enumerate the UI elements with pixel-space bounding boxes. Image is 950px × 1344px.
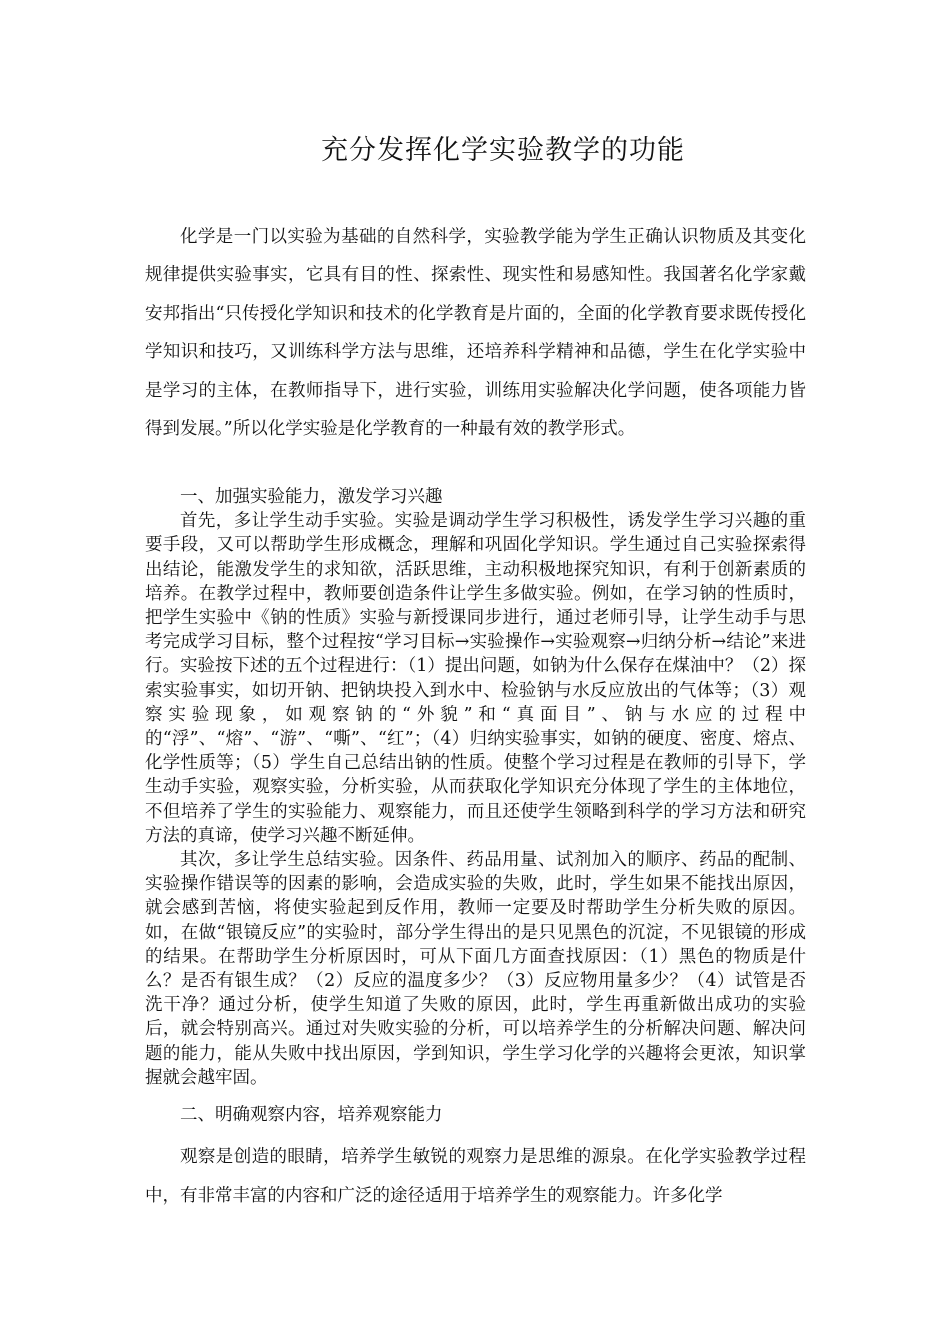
document-title: 充分发挥化学实验教学的功能 [321,135,685,166]
section-2-paragraph-1: 观察是创造的眼睛，培养学生敏锐的观察力是思维的源泉。在化学实验教学过程中，有非常丰富的内容和广泛的途径适用于培养学生的观察能力。许多化学 [145,1147,806,1206]
intro-block [145,218,806,448]
section-2 [145,1103,806,1215]
intro-paragraph: 化学是一门以实验为基础的自然科学，实验教学能为学生正确认识物质及其变化规律提供实验事实，它具有目的性、探索性、现实性和易感知性。我国著名化学家戴安邦指出“只传授化学知识和技术的化学教育是片面的，全面的化学教育要求既传授化学知识和技巧，又训练科学方法与思维，还培养科学精神和品德，学生在化学实验中是学习的主体，在教师指导下，进行实验，训练用实验解决化学问题，使各项能力皆得到发展。”所以化学实验是化学教育的一种最有效的教学形式。 [145,227,806,440]
section-2-heading: 二、明确观察内容，培养观察能力 [180,1105,443,1125]
section-1-paragraph-1: 首先，多让学生动手实验。实验是调动学生学习积极性，诱发学生学习兴趣的重要手段，又可以帮助学生形成概念，理解和巩固化学知识。学生通过自己实验探索得出结论，能激发学生的求知欲，活跃思维，主动积极地探究知识，有利于创新素质的培养。在教学过程中，教师要创造条件让学生多做实验。例如，在学习钠的性质时，把学生实验中《钠的性质》实验与新授课同步进行，通过老师引导，让学生动手与思考完成学习目标，整个过程按“学习目标→实验操作→实验观察→归纳分析→结论”来进行。实验按下述的五个过程进行：（1）提出问题，如钠为什么保存在煤油中？（2）探索实验事实，如切开钠、把钠块投入到水中、检验钠与水反应放出的气体等；（3）观察实验现象，如观察钠的“外貌”和“真面目”、钠与水应的过程中的“浮”、“熔”、“游”、“嘶”、“红”；（4）归纳实验事实，如钠的硬度、密度、熔点、化学性质等；（5）学生自己总结出钠的性质。使整个学习过程是在教师的引导下，学生动手实验，观察实验，分析实验，从而获取化学知识充分体现了学生的主体地位，不但培养了学生的实验能力、观察能力，而且还使学生领略到科学的学习方法和研究方法的真谛，使学习兴趣不断延伸。 [145,511,807,846]
section-1-heading: 一、加强实验能力，激发学习兴趣 [180,487,443,507]
section-1-paragraph-2: 其次，多让学生总结实验。因条件、药品用量、试剂加入的顺序、药品的配制、实验操作错误等的因素的影响，会造成实验的失败，此时，学生如果不能找出原因，就会感到苦恼，将使实验起到反作用，教师一定要及时帮助学生分析失败的原因。如，在做“银镜反应”的实验时，部分学生得出的是只见黑色的沉淀，不见银镜的形成的结果。在帮助学生分析原因时，可从下面几方面查找原因：（1）黑色的物质是什么？是否有银生成？（2）反应的温度多少？（3）反应物用量多少？（4）试管是否洗干净？通过分析，使学生知道了失败的原因，此时，学生再重新做出成功的实验后，就会特别高兴。通过对失败实验的分析，可以培养学生的分析解决问题、解决问题的能力，能从失败中找出原因，学到知识，学生学习化学的兴趣将会更浓，知识掌握就会越牢固。 [145,850,806,1088]
section-1 [145,485,806,1090]
